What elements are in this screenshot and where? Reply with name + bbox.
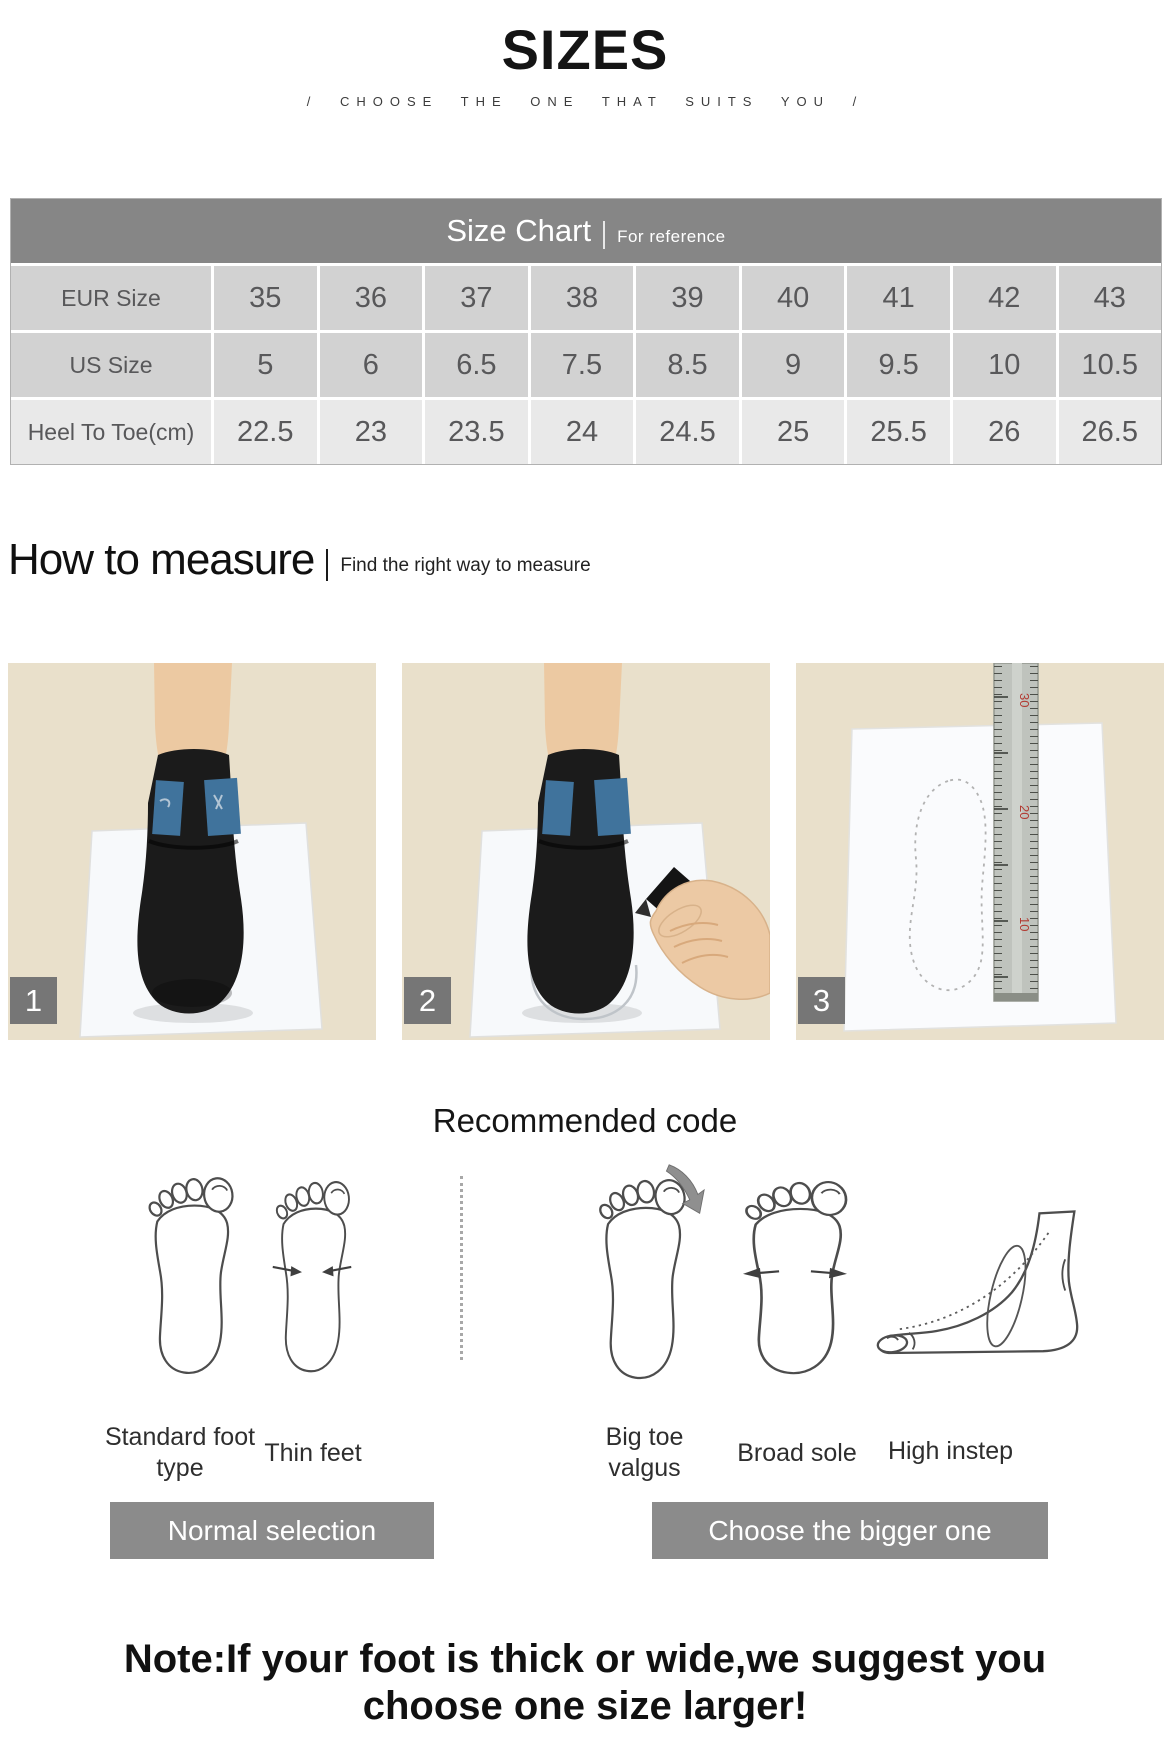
size-cell: 9.5 <box>847 333 950 397</box>
table-row-us <box>11 333 1161 397</box>
ruler-number-20: 20 <box>1017 805 1032 820</box>
size-cell: 10.5 <box>1059 333 1162 397</box>
how-to-measure-subtitle: Find the right way to measure <box>340 555 591 576</box>
size-cell: 25.5 <box>847 400 950 464</box>
ruler-measure-photo <box>796 663 1164 1040</box>
size-cell: 41 <box>847 266 950 330</box>
foot-type-label-standard: Standard foot type <box>104 1423 256 1483</box>
size-cell: 23 <box>320 400 423 464</box>
size-cell: 8.5 <box>636 333 739 397</box>
sock-logo-patch <box>152 780 184 836</box>
size-chart-header <box>11 199 1161 263</box>
size-chart-table <box>10 198 1162 465</box>
note-line-2: choose one size larger! <box>362 1684 808 1729</box>
size-cell: 9 <box>742 333 845 397</box>
step-number-badge: 3 <box>798 977 845 1024</box>
ruler-number-30: 30 <box>1017 693 1032 708</box>
size-cell: 43 <box>1059 266 1162 330</box>
thin-feet-diagram <box>262 1176 362 1382</box>
size-cell: 40 <box>742 266 845 330</box>
ruler-number-10: 10 <box>1017 917 1032 932</box>
note-line-1: Note:If your foot is thick or wide,we suggest you <box>123 1637 1047 1681</box>
table-row-heel-toe <box>11 400 1161 464</box>
page-title: SIZES <box>501 18 669 81</box>
size-chart-title: Size Chart <box>446 213 592 248</box>
measure-step-photo-3 <box>796 663 1164 1040</box>
foot-type-label-instep: High instep <box>887 1437 1014 1465</box>
page-header <box>0 18 1170 109</box>
row-label: EUR Size <box>11 266 211 330</box>
sock-logo-patch <box>204 778 241 836</box>
step-number-badge: 2 <box>404 977 451 1024</box>
size-cell: 36 <box>320 266 423 330</box>
measure-step-photo-1 <box>8 663 376 1040</box>
standard-foot-diagram <box>126 1172 254 1384</box>
size-cell: 24 <box>531 400 634 464</box>
size-chart-subtitle: For reference <box>617 227 726 246</box>
heading-divider-bar <box>326 549 328 581</box>
table-row-eur <box>11 266 1161 330</box>
size-cell: 38 <box>531 266 634 330</box>
size-cell: 23.5 <box>425 400 528 464</box>
size-cell: 10 <box>953 333 1056 397</box>
sock-logo-patch <box>542 780 574 836</box>
normal-selection-badge: Normal selection <box>110 1502 434 1559</box>
leg <box>544 663 622 762</box>
measure-steps <box>8 663 1164 1040</box>
row-label: Heel To Toe(cm) <box>11 400 211 464</box>
sock-logo-patch <box>594 778 631 836</box>
paper-sheet <box>844 723 1116 1031</box>
broad-sole-diagram <box>726 1176 864 1384</box>
size-cell: 35 <box>214 266 317 330</box>
tracing-foot-photo <box>402 663 770 1040</box>
header-divider-bar <box>603 221 605 249</box>
choose-bigger-one-badge: Choose the bigger one <box>652 1502 1048 1559</box>
size-cell: 24.5 <box>636 400 739 464</box>
note-text <box>0 1636 1170 1730</box>
big-toe-valgus-diagram <box>578 1163 710 1383</box>
foot-on-paper-photo <box>8 663 376 1040</box>
size-cell: 26.5 <box>1059 400 1162 464</box>
size-cell: 5 <box>214 333 317 397</box>
size-cell: 26 <box>953 400 1056 464</box>
group-divider <box>460 1176 463 1360</box>
row-label: US Size <box>11 333 211 397</box>
foot-type-label-valgus: Big toe valgus <box>605 1423 684 1483</box>
step-number-badge: 1 <box>10 977 57 1024</box>
size-cell: 37 <box>425 266 528 330</box>
ruler <box>994 663 1038 1001</box>
high-instep-diagram <box>862 1206 1114 1376</box>
recommended-title: Recommended code <box>432 1102 738 1139</box>
leg <box>154 663 232 762</box>
size-cell: 6.5 <box>425 333 528 397</box>
size-cell: 6 <box>320 333 423 397</box>
size-cell: 7.5 <box>531 333 634 397</box>
how-to-measure-title: How to measure <box>8 535 315 584</box>
size-cell: 22.5 <box>214 400 317 464</box>
how-to-measure-header <box>8 535 591 584</box>
size-cell: 25 <box>742 400 845 464</box>
measure-step-photo-2 <box>402 663 770 1040</box>
foot-type-label-broad: Broad sole <box>737 1439 857 1467</box>
size-cell: 42 <box>953 266 1056 330</box>
foot-type-label-thin: Thin feet <box>264 1439 362 1467</box>
page-subtitle: / CHOOSE THE ONE THAT SUITS YOU / <box>306 94 864 109</box>
size-cell: 39 <box>636 266 739 330</box>
